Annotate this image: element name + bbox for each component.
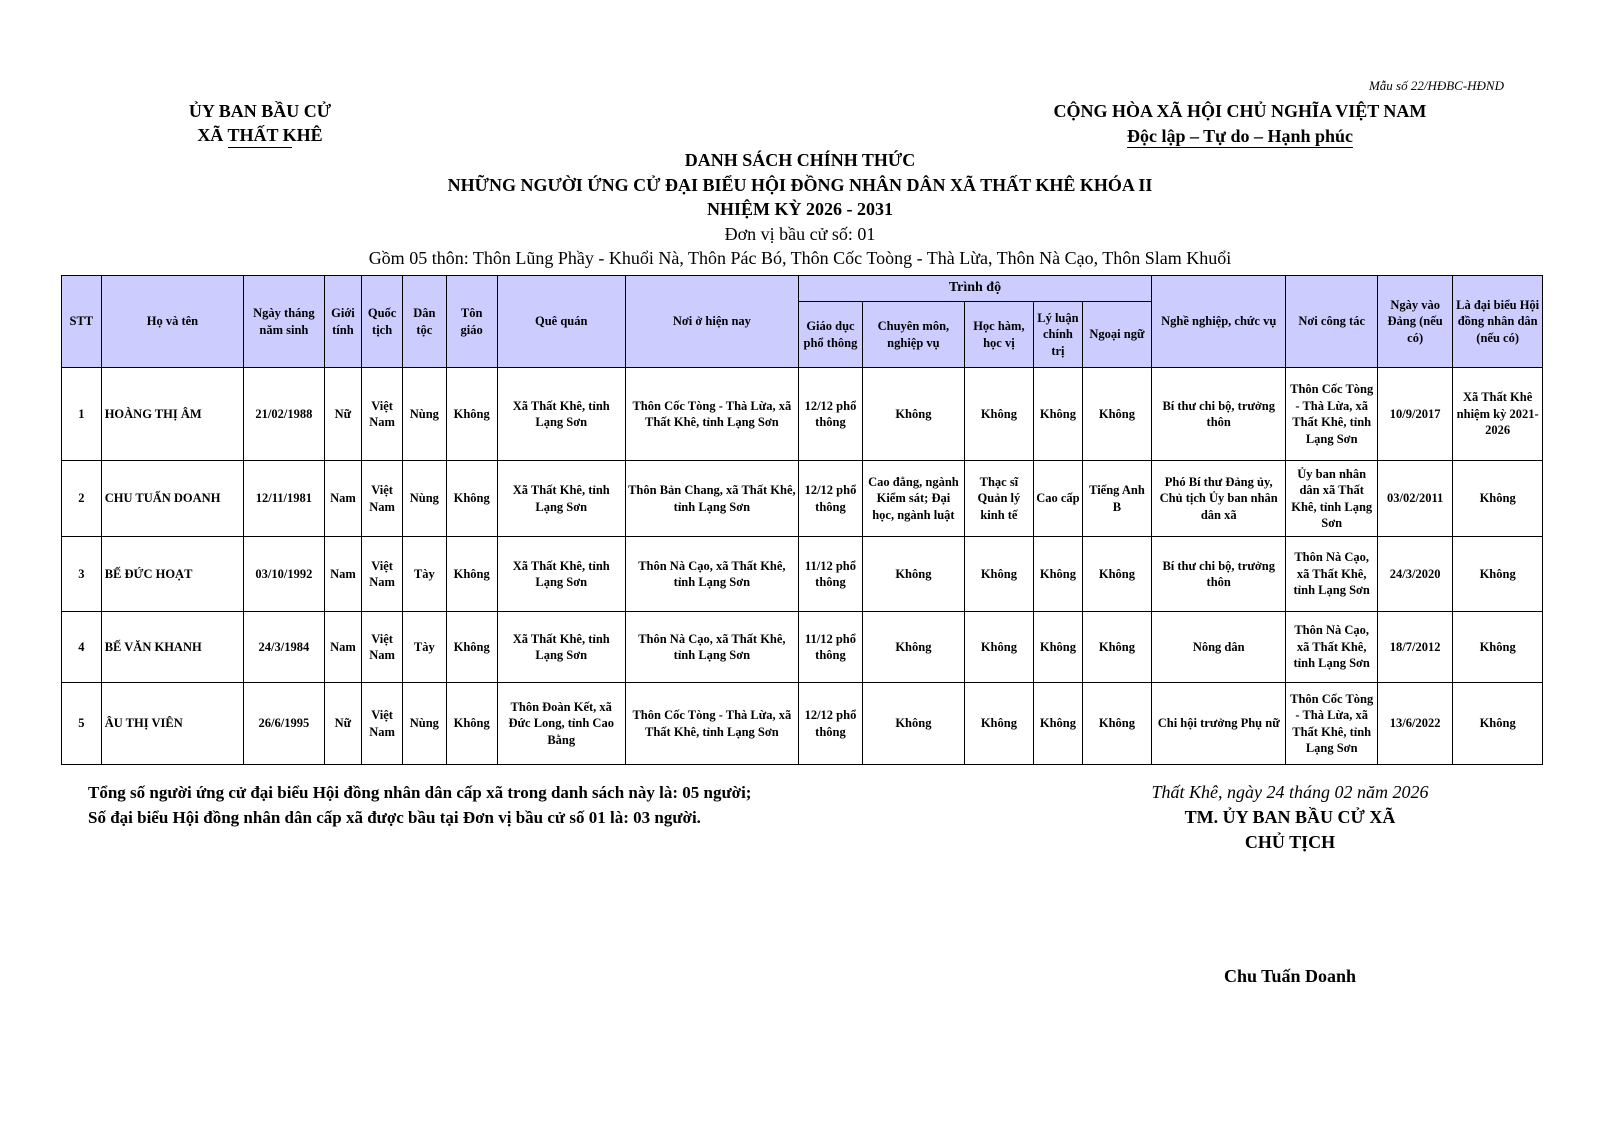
cell-name: CHU TUẤN DOANH bbox=[101, 461, 244, 537]
header-academic: Học hàm, học vị bbox=[964, 302, 1033, 368]
cell-professional: Không bbox=[863, 683, 965, 765]
cell-professional: Không bbox=[863, 612, 965, 683]
cell-is-delegate: Không bbox=[1453, 461, 1543, 537]
cell-is-delegate: Không bbox=[1453, 612, 1543, 683]
cell-language: Không bbox=[1082, 683, 1151, 765]
header-hometown: Quê quán bbox=[497, 276, 625, 368]
cell-is-delegate: Không bbox=[1453, 683, 1543, 765]
cell-language: Không bbox=[1082, 612, 1151, 683]
summary-total-candidates: Tổng số người ứng cử đại biểu Hội đồng nhân dân cấp xã trong danh sách này là: 05 người; bbox=[88, 783, 752, 802]
signature-date: Thất Khê, ngày 24 tháng 02 năm 2026 bbox=[1151, 782, 1429, 802]
signature-position: CHỦ TỊCH bbox=[1244, 832, 1336, 852]
electoral-unit: Đơn vị bầu cử số: 01 bbox=[724, 223, 876, 244]
cell-stt: 1 bbox=[62, 368, 102, 461]
cell-religion: Không bbox=[446, 683, 497, 765]
cell-workplace: Thôn Cốc Tòng - Thà Lừa, xã Thất Khê, tỉnh Lạng Sơn bbox=[1286, 683, 1378, 765]
cell-general-edu: 11/12 phổ thông bbox=[798, 537, 862, 612]
cell-party-date: 18/7/2012 bbox=[1377, 612, 1452, 683]
table-row bbox=[62, 461, 1543, 537]
right-header bbox=[1030, 99, 1450, 149]
cell-ethnicity: Tày bbox=[402, 612, 446, 683]
document-title: DANH SÁCH CHÍNH THỨC bbox=[684, 150, 916, 170]
commune-name: XÃ THẤT KHÊ bbox=[197, 125, 323, 145]
cell-workplace: Thôn Nà Cạo, xã Thất Khê, tỉnh Lạng Sơn bbox=[1286, 537, 1378, 612]
summary-elected-count: Số đại biểu Hội đồng nhân dân cấp xã được bầu tại Đơn vị bầu cử số 01 là: 03 người. bbox=[88, 808, 701, 827]
table-row bbox=[62, 368, 1543, 461]
cell-workplace: Thôn Cốc Tòng - Thà Lừa, xã Thất Khê, tỉnh Lạng Sơn bbox=[1286, 368, 1378, 461]
cell-academic: Không bbox=[964, 537, 1033, 612]
cell-religion: Không bbox=[446, 612, 497, 683]
cell-stt: 3 bbox=[62, 537, 102, 612]
cell-political: Cao cấp bbox=[1034, 461, 1083, 537]
cell-general-edu: 12/12 phổ thông bbox=[798, 461, 862, 537]
header-is-delegate: Là đại biểu Hội đồng nhân dân (nếu có) bbox=[1453, 276, 1543, 368]
cell-professional: Không bbox=[863, 368, 965, 461]
cell-residence: Thôn Nà Cạo, xã Thất Khê, tỉnh Lạng Sơn bbox=[625, 537, 798, 612]
header-nationality: Quốc tịch bbox=[362, 276, 403, 368]
cell-occupation: Bí thư chi bộ, trưởng thôn bbox=[1152, 368, 1286, 461]
cell-dob: 03/10/1992 bbox=[244, 537, 324, 612]
cell-nationality: Việt Nam bbox=[362, 461, 403, 537]
header-ethnicity: Dân tộc bbox=[402, 276, 446, 368]
cell-ethnicity: Nùng bbox=[402, 683, 446, 765]
cell-nationality: Việt Nam bbox=[362, 683, 403, 765]
cell-hometown: Xã Thất Khê, tỉnh Lạng Sơn bbox=[497, 461, 625, 537]
cell-professional: Không bbox=[863, 537, 965, 612]
country-name: CỘNG HÒA XÃ HỘI CHỦ NGHĨA VIỆT NAM bbox=[1053, 101, 1427, 121]
term-title: NHIỆM KỲ 2026 - 2031 bbox=[707, 199, 893, 219]
cell-general-edu: 11/12 phổ thông bbox=[798, 612, 862, 683]
left-header bbox=[150, 99, 370, 148]
cell-residence: Thôn Cốc Tòng - Thà Lừa, xã Thất Khê, tỉnh Lạng Sơn bbox=[625, 368, 798, 461]
header-occupation: Nghề nghiệp, chức vụ bbox=[1152, 276, 1286, 368]
cell-workplace: Ủy ban nhân dân xã Thất Khê, tỉnh Lạng Sơn bbox=[1286, 461, 1378, 537]
cell-hometown: Xã Thất Khê, tỉnh Lạng Sơn bbox=[497, 612, 625, 683]
cell-political: Không bbox=[1034, 368, 1083, 461]
cell-language: Tiếng Anh B bbox=[1082, 461, 1151, 537]
cell-gender: Nam bbox=[324, 537, 362, 612]
header-name: Họ và tên bbox=[101, 276, 244, 368]
cell-religion: Không bbox=[446, 537, 497, 612]
cell-general-edu: 12/12 phổ thông bbox=[798, 368, 862, 461]
cell-party-date: 24/3/2020 bbox=[1377, 537, 1452, 612]
cell-hometown: Xã Thất Khê, tỉnh Lạng Sơn bbox=[497, 537, 625, 612]
header-general-edu: Giáo dục phổ thông bbox=[798, 302, 862, 368]
table-row bbox=[62, 683, 1543, 765]
cell-stt: 2 bbox=[62, 461, 102, 537]
cell-residence: Thôn Nà Cạo, xã Thất Khê, tỉnh Lạng Sơn bbox=[625, 612, 798, 683]
cell-professional: Cao đẳng, ngành Kiểm sát; Đại học, ngành luật bbox=[863, 461, 965, 537]
header-political: Lý luận chính trị bbox=[1034, 302, 1083, 368]
cell-academic: Không bbox=[964, 683, 1033, 765]
cell-political: Không bbox=[1034, 612, 1083, 683]
cell-nationality: Việt Nam bbox=[362, 368, 403, 461]
cell-name: BẾ ĐỨC HOẠT bbox=[101, 537, 244, 612]
cell-ethnicity: Nùng bbox=[402, 461, 446, 537]
committee-name: ỦY BAN BẦU CỬ bbox=[188, 101, 332, 121]
villages-list: Gồm 05 thôn: Thôn Lũng Phầy - Khuổi Nà, Thôn Pác Bó, Thôn Cốc Toòng - Thà Lừa, Thôn Nà Cạo, Thôn Slam Khuổi bbox=[368, 248, 1232, 268]
cell-gender: Nam bbox=[324, 612, 362, 683]
cell-occupation: Bí thư chi bộ, trưởng thôn bbox=[1152, 537, 1286, 612]
cell-hometown: Xã Thất Khê, tỉnh Lạng Sơn bbox=[497, 368, 625, 461]
cell-residence: Thôn Cốc Tòng - Thà Lừa, xã Thất Khê, tỉnh Lạng Sơn bbox=[625, 683, 798, 765]
cell-dob: 26/6/1995 bbox=[244, 683, 324, 765]
document-titles bbox=[0, 148, 1600, 271]
cell-workplace: Thôn Nà Cạo, xã Thất Khê, tỉnh Lạng Sơn bbox=[1286, 612, 1378, 683]
header-dob: Ngày tháng năm sinh bbox=[244, 276, 324, 368]
cell-is-delegate: Xã Thất Khê nhiệm kỳ 2021-2026 bbox=[1453, 368, 1543, 461]
header-party-date: Ngày vào Đảng (nếu có) bbox=[1377, 276, 1452, 368]
cell-dob: 24/3/1984 bbox=[244, 612, 324, 683]
cell-occupation: Phó Bí thư Đảng ủy, Chủ tịch Ủy ban nhân dân xã bbox=[1152, 461, 1286, 537]
header-residence: Nơi ở hiện nay bbox=[625, 276, 798, 368]
cell-stt: 4 bbox=[62, 612, 102, 683]
header-education-group: Trình độ bbox=[798, 276, 1151, 302]
cell-occupation: Nông dân bbox=[1152, 612, 1286, 683]
cell-name: BẾ VĂN KHANH bbox=[101, 612, 244, 683]
header-workplace: Nơi công tác bbox=[1286, 276, 1378, 368]
candidate-table bbox=[61, 275, 1543, 765]
cell-gender: Nữ bbox=[324, 683, 362, 765]
cell-residence: Thôn Bản Chang, xã Thất Khê, tỉnh Lạng Sơn bbox=[625, 461, 798, 537]
document-subtitle: NHỮNG NGƯỜI ỨNG CỬ ĐẠI BIỂU HỘI ĐỒNG NHÂN DÂN XÃ THẤT KHÊ KHÓA II bbox=[447, 174, 1153, 195]
cell-party-date: 03/02/2011 bbox=[1377, 461, 1452, 537]
cell-political: Không bbox=[1034, 683, 1083, 765]
summary bbox=[88, 780, 988, 830]
header-gender: Giới tính bbox=[324, 276, 362, 368]
cell-nationality: Việt Nam bbox=[362, 537, 403, 612]
cell-academic: Không bbox=[964, 368, 1033, 461]
header-professional: Chuyên môn, nghiệp vụ bbox=[863, 302, 965, 368]
cell-name: HOÀNG THỊ ÂM bbox=[101, 368, 244, 461]
cell-ethnicity: Tày bbox=[402, 537, 446, 612]
cell-language: Không bbox=[1082, 368, 1151, 461]
cell-gender: Nam bbox=[324, 461, 362, 537]
cell-general-edu: 12/12 phổ thông bbox=[798, 683, 862, 765]
cell-gender: Nữ bbox=[324, 368, 362, 461]
cell-name: ÂU THỊ VIÊN bbox=[101, 683, 244, 765]
cell-language: Không bbox=[1082, 537, 1151, 612]
cell-party-date: 10/9/2017 bbox=[1377, 368, 1452, 461]
header-language: Ngoại ngữ bbox=[1082, 302, 1151, 368]
cell-ethnicity: Nùng bbox=[402, 368, 446, 461]
signer-name: Chu Tuấn Doanh bbox=[1223, 966, 1357, 986]
signature-block bbox=[1080, 780, 1500, 855]
cell-political: Không bbox=[1034, 537, 1083, 612]
cell-is-delegate: Không bbox=[1453, 537, 1543, 612]
form-number: Mẫu số 22/HĐBC-HĐND bbox=[1368, 78, 1504, 93]
header-stt: STT bbox=[62, 276, 102, 368]
table-row bbox=[62, 537, 1543, 612]
cell-religion: Không bbox=[446, 461, 497, 537]
national-motto: Độc lập – Tự do – Hạnh phúc bbox=[1126, 126, 1354, 146]
cell-religion: Không bbox=[446, 368, 497, 461]
header-religion: Tôn giáo bbox=[446, 276, 497, 368]
cell-hometown: Thôn Đoàn Kết, xã Đức Long, tỉnh Cao Bằng bbox=[497, 683, 625, 765]
cell-nationality: Việt Nam bbox=[362, 612, 403, 683]
cell-occupation: Chi hội trưởng Phụ nữ bbox=[1152, 683, 1286, 765]
table-row bbox=[62, 612, 1543, 683]
signature-org: TM. ỦY BAN BẦU CỬ XÃ bbox=[1184, 807, 1396, 827]
cell-stt: 5 bbox=[62, 683, 102, 765]
cell-party-date: 13/6/2022 bbox=[1377, 683, 1452, 765]
cell-academic: Không bbox=[964, 612, 1033, 683]
cell-academic: Thạc sĩ Quản lý kinh tế bbox=[964, 461, 1033, 537]
cell-dob: 21/02/1988 bbox=[244, 368, 324, 461]
cell-dob: 12/11/1981 bbox=[244, 461, 324, 537]
